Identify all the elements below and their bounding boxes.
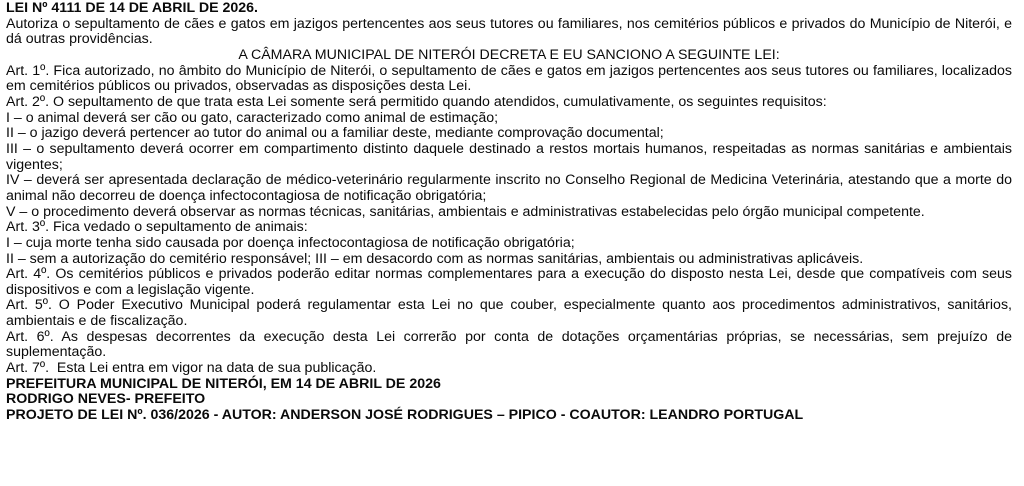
article-2-item-iv: IV – deverá ser apresentada declaração de médico-veterinário regularmente inscrito no Conselho Regional de Medicina Veterinária, atestando que a morte do animal não decorreu de doença infectocontagiosa de notificação obrigatória; <box>6 172 1012 204</box>
article-2-item-iii: III – o sepultamento deverá ocorrer em compartimento distinto daquele destinado a restos mortais humanos, respeitadas as normas sanitárias e ambientais vigentes; <box>6 140 1012 173</box>
article-7: Art. 7º. Esta Lei entra em vigor na data de sua publicação. <box>6 360 377 377</box>
article-4: Art. 4º. Os cemitérios públicos e privados poderão editar normas complementares para a execução do disposto nesta Lei, desde que compatíveis com seus dispositivos e com a legislação vigente. <box>6 266 1012 298</box>
article-2-item-ii: II – o jazigo deverá pertencer ao tutor do animal ou a familiar deste, mediante comprovação documental; <box>6 125 664 142</box>
signature-place-date: PREFEITURA MUNICIPAL DE NITERÓI, EM 14 DE ABRIL DE 2026 <box>6 375 441 392</box>
signature-mayor: RODRIGO NEVES- PREFEITO <box>6 391 206 408</box>
article-3-item-i: I – cuja morte tenha sido causada por doença infectocontagiosa de notificação obrigatória; <box>6 234 575 251</box>
article-5: Art. 5º. O Poder Executivo Municipal poderá regulamentar esta Lei no que couber, especialmente quanto aos procedimentos administrativos, sanitários, ambientais e de fiscalização. <box>6 297 1012 330</box>
law-title: LEI Nº 4111 DE 14 DE ABRIL DE 2026. <box>6 0 258 16</box>
law-ementa: Autoriza o sepultamento de cães e gatos em jazigos pertencentes aos seus tutores ou familiares, nos cemitérios públicos e privados do Município de Niterói, e dá outras providências. <box>6 15 1012 48</box>
article-2-item-v: V – o procedimento deverá observar as normas técnicas, sanitárias, ambientais e administrativas estabelecidas pelo órgão municipal competente. <box>6 203 925 220</box>
law-preamble: A CÂMARA MUNICIPAL DE NITERÓI DECRETA E EU SANCIONO A SEGUINTE LEI: <box>238 46 780 63</box>
article-3-items-ii-iii: II – sem a autorização do cemitério responsável; III – em desacordo com as normas sanitárias, ambientais ou administrativas aplicáveis. <box>6 250 864 267</box>
bill-authors: PROJETO DE LEI Nº. 036/2026 - AUTOR: ANDERSON JOSÉ RODRIGUES – PIPICO - COAUTOR: LEANDRO PORTUGAL <box>6 407 804 424</box>
article-3: Art. 3º. Fica vedado o sepultamento de animais: <box>6 219 308 236</box>
article-2: Art. 2º. O sepultamento de que trata esta Lei somente será permitido quando atendidos, cumulativamente, os seguintes requisitos: <box>6 93 827 110</box>
article-2-item-i: I – o animal deverá ser cão ou gato, caracterizado como animal de estimação; <box>6 109 499 126</box>
article-6: Art. 6º. As despesas decorrentes da execução desta Lei correrão por conta de dotações orçamentárias próprias, se necessárias, sem prejuízo de suplementação. <box>6 328 1012 361</box>
law-document <box>6 1 1012 424</box>
article-1: Art. 1º. Fica autorizado, no âmbito do Município de Niterói, o sepultamento de cães e gatos em jazigos pertencentes aos seus tutores ou familiares, localizados em cemitérios públicos ou privados, observadas as disposições desta Lei. <box>6 62 1012 95</box>
